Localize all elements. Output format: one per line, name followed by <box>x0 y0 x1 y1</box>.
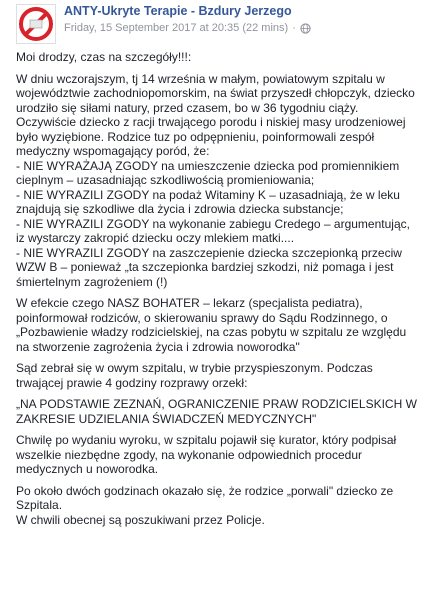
post-paragraph: „NA PODSTAWIE ZEZNAŃ, OGRANICZENIE PRAW RODZICIELSKICH W ZAKRESIE UDZIELANIA ŚWIADCZEŃ MEDYCZNYCH" <box>16 397 417 426</box>
post-paragraph: Moi drodzy, czas na szczegóły!!!: <box>16 50 192 64</box>
page-logo-icon <box>17 5 55 43</box>
post-header <box>8 0 426 46</box>
page-name-link[interactable]: ANTY-Ukryte Terapie - Bzdury Jerzego <box>64 4 292 18</box>
post-paragraph: Po około dwóch godzinach okazało się, że rodzice „porwali" dziecko ze Szpitala. W chwili obecnej są poszukiwani przez Policje. <box>16 483 394 527</box>
meta-separator: · <box>292 22 296 34</box>
post-meta <box>64 22 311 34</box>
globe-icon[interactable] <box>300 23 311 34</box>
post-paragraph: Sąd zebrał się w owym szpitalu, w trybie przyspieszonym. Podczas trwającej prawie 4 godziny rozprawy orzekł: <box>16 361 373 390</box>
page-avatar[interactable] <box>16 4 56 44</box>
post-paragraph: W efekcie czego NASZ BOHATER – lekarz (specjalista pediatra), poinformował rodziców, o skierowaniu sprawy do Sądu Rodzinnego, o „Pozbawienie władzy rodzicielskiej, na czas pobytu w szpitalu ze względu na stworzenie zagrożenia życia i zdrowia noworodka" <box>16 296 407 354</box>
post-paragraph: Chwilę po wydaniu wyroku, w szpitalu pojawił się kurator, który podpisał wszelkie niezbędne zgody, na wykonanie odpowiednich procedur medycznych u noworodka. <box>16 433 397 476</box>
post-body <box>8 46 426 527</box>
post-timestamp[interactable]: Friday, 15 September 2017 at 20:35 (22 mins) <box>64 22 289 34</box>
post-paragraph: W dniu wczorajszym, tj 14 września w małym, powiatowym szpitalu w województwie zachodniopomorskim, na świat przyszedł chłopczyk, dziecko urodziło się siłami natury, przed czasem, bo w 36 tygodniu ciąży. Oczywiście dziecko z racji trwającego porodu i niskiej masy urodzeniowej było wyziębione. Rodzice tuz po odpępnieniu, poinformowali zespół medyczny wspomagający poród, że: - NIE WYRAŻAJĄ ZGODY na umieszczenie dziecka pod promiennikiem cieplnym – uzasadniając szkodliwością promieniowania; - NIE WYRAZILI ZGODY na podaż Witaminy K – uzasadniają, że w leku znajdują się szkodliwe dla życia i zdrowia dziecka substancje; - NIE WYRAZILI ZGODY na wykonanie zabiegu Credego – argumentując, iz wystarczy zakropić dziecku oczy mlekiem matki.... - NIE WYRAZILI ZGODY na zaszczepienie dziecka szczepionką przeciw WZW B – ponieważ „ta szczepionka bardziej szkodzi, niż pomaga i jest śmiertelnym zagrożeniem (!) <box>16 71 415 289</box>
